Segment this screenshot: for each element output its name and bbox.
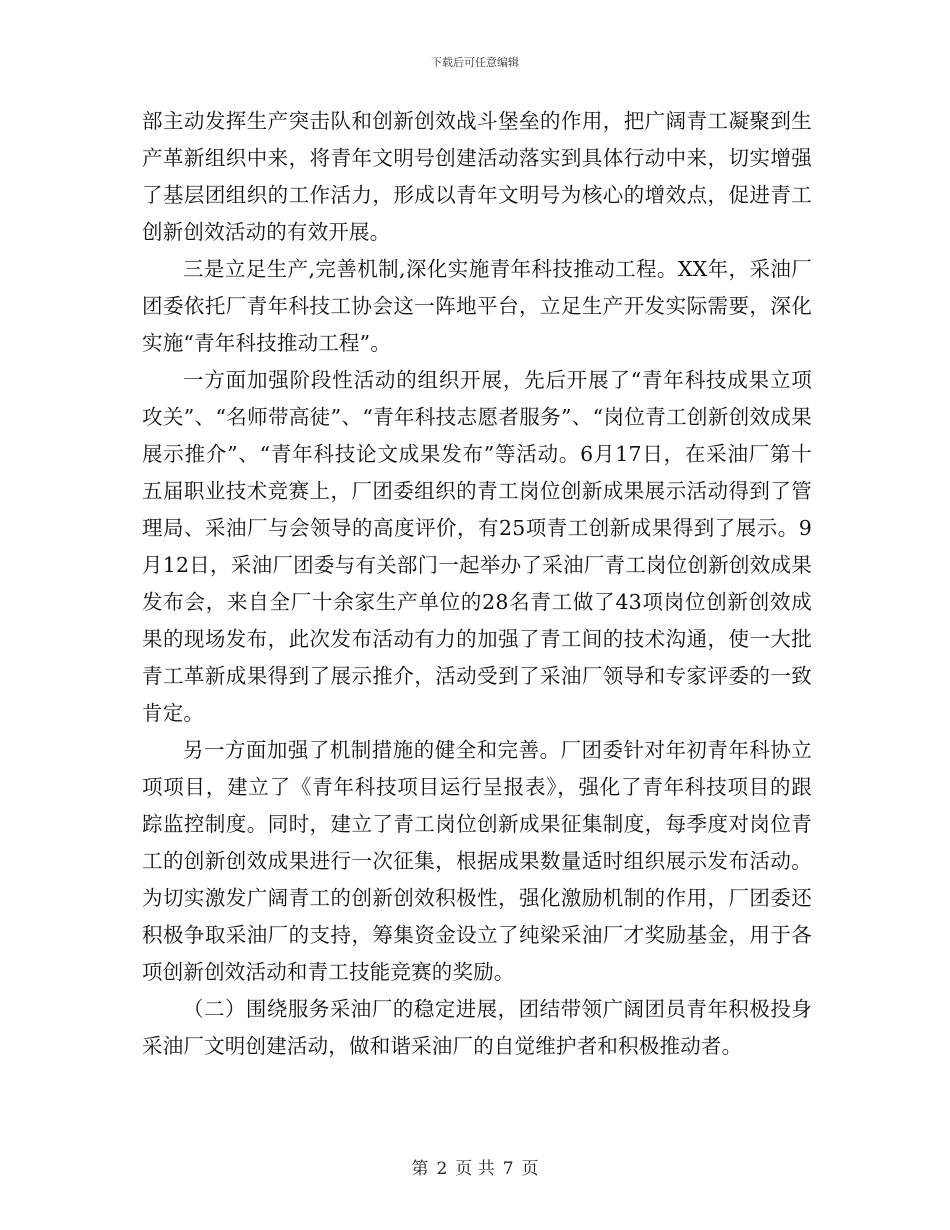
page-footer — [0, 1154, 950, 1179]
footer-current-page: 2 — [436, 1159, 448, 1179]
footer-suffix: 页 — [521, 1159, 539, 1179]
footer-prefix: 第 — [411, 1159, 429, 1179]
paragraph-activities: 一方面加强阶段性活动的组织开展，先后开展了“青年科技成果立项攻关”、“名师带高徒”、“青年科技志愿者服务”、“岗位青工创新创效成果展示推介”、“青年科技论文成果发布”等活动。6月17日，在采油厂第十五届职业技术竞赛上，厂团委组织的青工岗位创新成果展示活动得到了管理局、采油厂与会领导的高度评价，有25项青工创新成果得到了展示。9月12日，采油厂团委与有关部门一起举办了采油厂青工岗位创新创效成果发布会，来自全厂十余家生产单位的28名青工做了43项岗位创新创效成果的现场发布，此次发布活动有力的加强了青工间的技术沟通，使一大批青工革新成果得到了展示推介，活动受到了采油厂领导和专家评委的一致肯定。 — [142, 368, 812, 725]
paragraph-mechanism: 另一方面加强了机制措施的健全和完善。厂团委针对年初青年科协立项项目，建立了《青年科技项目运行呈报表》，强化了青年科技项目的跟踪监控制度。同时，建立了青工岗位创新成果征集制度，每季度对岗位青工的创新创效成果进行一次征集，根据成果数量适时组织展示发布活动。为切实激发广阔青工的创新创效积极性，强化激励机制的作用，厂团委还积极争取采油厂的支持，筹集资金设立了纯梁采油厂才奖励基金，用于各项创新创效活动和青工技能竞赛的奖励。 — [142, 738, 812, 984]
footer-middle: 页 共 — [455, 1159, 495, 1179]
body-text — [142, 103, 812, 1065]
footer-total-pages: 7 — [502, 1159, 514, 1179]
paragraph-continuation: 部主动发挥生产突击队和创新创效战斗堡垒的作用，把广阔青工凝聚到生产革新组织中来，将青年文明号创建活动落实到具体行动中来，切实增强了基层团组织的工作活力，形成以青年文明号为核心的增效点，促进青工创新创效活动的有效开展。 — [142, 109, 812, 244]
paragraph-section-two: （二）围绕服务采油厂的稳定进展，团结带领广阔团员青年积极投身采油厂文明创建活动，做和谐采油厂的自觉维护者和积极推动者。 — [142, 997, 812, 1058]
header-note: 下载后可任意编辑 — [431, 56, 519, 69]
paragraph-tech-project: 三是立足生产,完善机制,深化实施青年科技推动工程。XX年，采油厂团委依托厂青年科技工协会这一阵地平台，立足生产开发实际需要，深化实施“青年科技推动工程”。 — [142, 257, 812, 355]
